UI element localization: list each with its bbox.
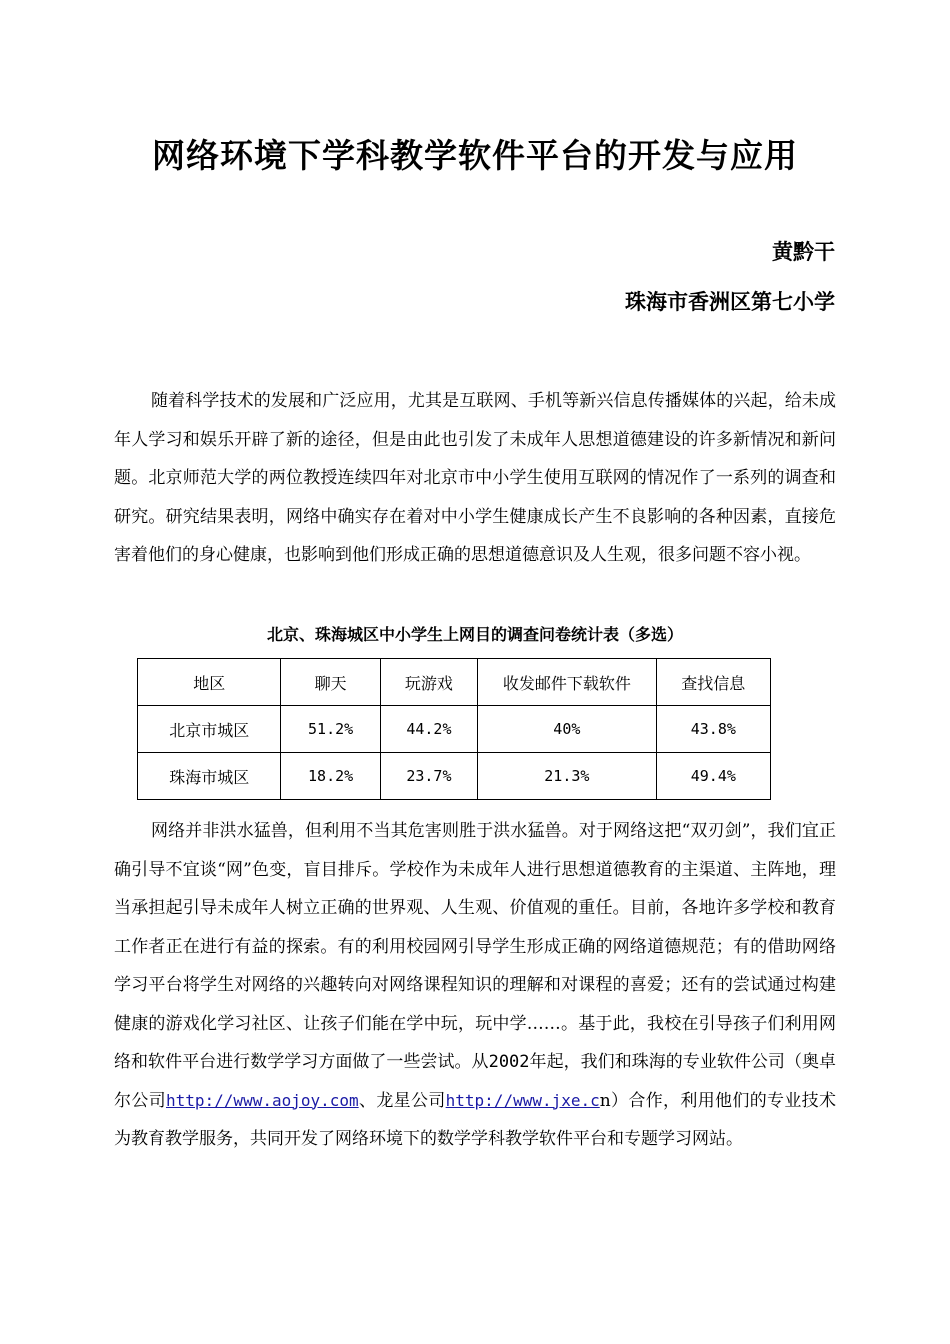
body-paragraph [114,812,836,1159]
header-cell-games: 玩游戏 [380,659,477,706]
table-cell: 49.4% [656,753,770,800]
table-cell: 43.8% [656,706,770,753]
paragraph-text: ）合作，利用他们的专业技术为教育教学服务，共同开发了网络环境下的数学学科教学软件平台和专题学习网站。 [114,1090,837,1149]
paragraph-text: 年起，我们和珠海的专业软件公司（奥卓尔公司 [114,1052,837,1111]
header-cell-region: 地区 [138,659,281,706]
table-cell: 23.7% [380,753,477,800]
header-cell-email-download: 收发邮件下载软件 [478,659,657,706]
jxe-link[interactable]: http://www.jxe.c [445,1090,600,1110]
row-label-beijing: 北京市城区 [138,706,281,753]
table-row [138,706,771,753]
intro-paragraph: 随着科学技术的发展和广泛应用，尤其是互联网、手机等新兴信息传播媒体的兴起，给未成年人学习和娱乐开辟了新的途径，但是由此也引发了未成年人思想道德建设的许多新情况和新问题。北京师范大学的两位教授连续四年对北京市中小学生使用互联网的情况作了一系列的调查和研究。研究结果表明，网络中确实存在着对中小学生健康成长产生不良影响的各种因素，直接危害着他们的身心健康，也影响到他们形成正确的思想道德意识及人生观，很多问题不容小视。 [114,391,836,565]
table-header-row [138,659,771,706]
table-cell: 44.2% [380,706,477,753]
header-cell-chat: 聊天 [281,659,380,706]
table-caption: 北京、珠海城区中小学生上网目的调查问卷统计表（多选） [266,625,683,644]
author-affiliation: 珠海市香洲区第七小学 [625,290,835,314]
row-label-zhuhai: 珠海市城区 [138,753,281,800]
paragraph-text: n [599,1090,611,1111]
paragraph-text: 、龙星公司 [358,1090,446,1111]
table-cell: 51.2% [281,706,380,753]
survey-table [137,658,771,800]
author-name: 黄黔干 [772,240,835,264]
document-title: 网络环境下学科教学软件平台的开发与应用 [152,136,798,175]
table-cell: 21.3% [478,753,657,800]
table-row [138,753,771,800]
paragraph-text: 网络并非洪水猛兽，但利用不当其危害则胜于洪水猛兽。对于网络这把“双刃剑”，我们宜正确引导不宜谈“网”色变，盲目排斥。学校作为未成年人进行思想道德教育的主渠道、主阵地，理当承担起引导未成年人树立正确的世界观、人生观、价值观的重任。目前，各地许多学校和教育工作者正在进行有益的探索。有的利用校园网引导学生形成正确的网络道德规范；有的借助网络学习平台将学生对网络的兴趣转向对网络课程知识的理解和对课程的喜爱；还有的尝试通过构建健康的游戏化学习社区、让孩子们能在学中玩，玩中学……。基于此，我校在引导孩子们利用网络和软件平台进行数学学习方面做了一些尝试。从 [114,821,836,1072]
table-cell: 18.2% [281,753,380,800]
year-text: 2002 [488,1052,530,1072]
aojoy-link[interactable]: http://www.aojoy.com [166,1090,359,1110]
header-cell-search-info: 查找信息 [656,659,770,706]
table-cell: 40% [478,706,657,753]
